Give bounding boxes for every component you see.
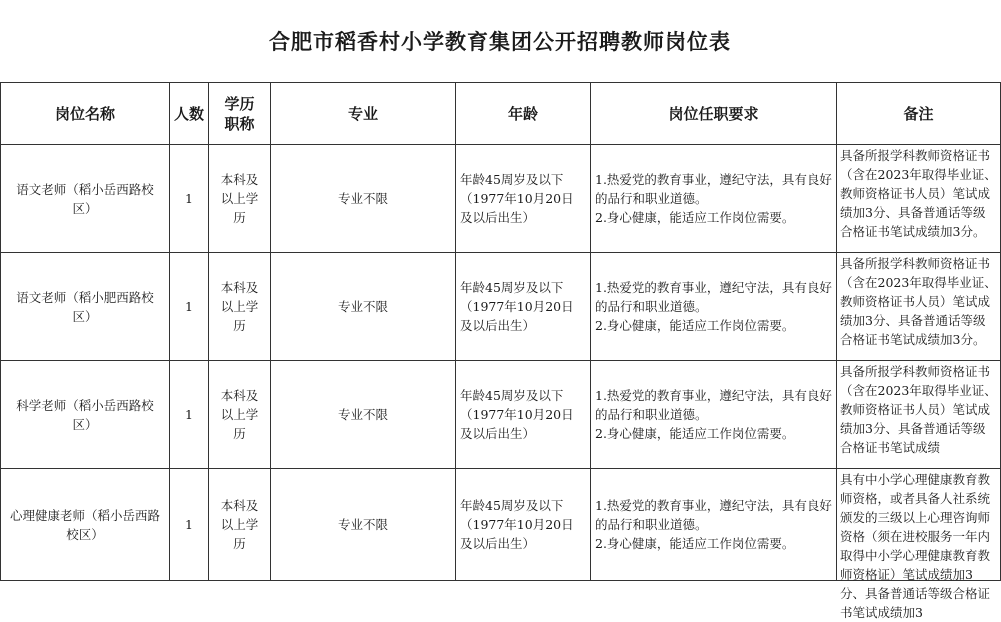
position-name: 语文老师（稻小肥西路校区）: [1, 253, 170, 361]
position-requirements: [591, 469, 837, 581]
table-row: [1, 469, 1001, 581]
table-row: [1, 253, 1001, 361]
table-row: [1, 361, 1001, 469]
requirement-item: 2.身心健康，能适应工作岗位需要。: [595, 536, 795, 551]
position-name: 语文老师（稻小岳西路校区）: [1, 145, 170, 253]
requirement-item: 1.热爱党的教育事业，遵纪守法，具有良好的品行和职业道德。: [595, 388, 832, 422]
position-count: 1: [170, 361, 209, 469]
position-name: 心理健康老师（稻小岳西路校区）: [1, 469, 170, 581]
requirement-item: 2.身心健康，能适应工作岗位需要。: [595, 318, 795, 333]
position-count: 1: [170, 469, 209, 581]
position-notes-cell: [837, 253, 1001, 361]
position-education: 本科及以上学历: [209, 469, 271, 581]
position-notes: 具有中小学心理健康教育教师资格，或者具备人社系统颁发的三级以上心理咨询师资格（须在进校服务一年内取得中小学心理健康教育教师资格证）笔试成绩加3分、具备普通话等级合格证书笔试成绩加3: [840, 472, 991, 620]
position-requirements: [591, 253, 837, 361]
header-notes: 备注: [837, 83, 1001, 145]
position-education: 本科及以上学历: [209, 361, 271, 469]
position-name: 科学老师（稻小岳西路校区）: [1, 361, 170, 469]
position-requirements: [591, 361, 837, 469]
position-age: 年龄45周岁及以下（1977年10月20日及以后出生）: [456, 253, 591, 361]
positions-table: [0, 82, 1001, 620]
position-notes: 具备所报学科教师资格证书（含在2023年取得毕业证、教师资格证书人员）笔试成绩加3分、具备普通话等级合格证书笔试成绩加3分。: [840, 148, 997, 239]
header-name: 岗位名称: [1, 83, 170, 145]
position-age: 年龄45周岁及以下（1977年10月20日及以后出生）: [456, 469, 591, 581]
position-notes: 具备所报学科教师资格证书（含在2023年取得毕业证、教师资格证书人员）笔试成绩加3分、具备普通话等级合格证书笔试成绩加3分。: [840, 256, 997, 347]
page-title: 合肥市稻香村小学教育集团公开招聘教师岗位表: [269, 30, 731, 54]
header-age: 年龄: [456, 83, 591, 145]
header-count: 人数: [170, 83, 209, 145]
position-major: 专业不限: [271, 361, 456, 469]
position-notes-cell: [837, 145, 1001, 253]
position-notes: 具备所报学科教师资格证书（含在2023年取得毕业证、教师资格证书人员）笔试成绩加3分、具备普通话等级合格证书笔试成绩: [840, 364, 997, 455]
header-requirements: 岗位任职要求: [591, 83, 837, 145]
position-education: 本科及以上学历: [209, 253, 271, 361]
table-row: [1, 145, 1001, 253]
position-count: 1: [170, 145, 209, 253]
requirement-item: 2.身心健康，能适应工作岗位需要。: [595, 210, 795, 225]
position-age: 年龄45周岁及以下（1977年10月20日及以后出生）: [456, 145, 591, 253]
position-count: 1: [170, 253, 209, 361]
position-age: 年龄45周岁及以下（1977年10月20日及以后出生）: [456, 361, 591, 469]
position-education: 本科及以上学历: [209, 145, 271, 253]
position-notes-cell: [837, 469, 1001, 620]
position-major: 专业不限: [271, 469, 456, 581]
requirement-item: 1.热爱党的教育事业，遵纪守法，具有良好的品行和职业道德。: [595, 498, 832, 532]
position-requirements: [591, 145, 837, 253]
requirement-item: 1.热爱党的教育事业，遵纪守法，具有良好的品行和职业道德。: [595, 172, 832, 206]
header-major: 专业: [271, 83, 456, 145]
requirement-item: 1.热爱党的教育事业，遵纪守法，具有良好的品行和职业道德。: [595, 280, 832, 314]
position-major: 专业不限: [271, 253, 456, 361]
position-major: 专业不限: [271, 145, 456, 253]
header-education: 学历 职称: [209, 83, 271, 145]
position-notes-cell: [837, 361, 1001, 469]
table-header-row: [1, 83, 1001, 145]
requirement-item: 2.身心健康，能适应工作岗位需要。: [595, 426, 795, 441]
